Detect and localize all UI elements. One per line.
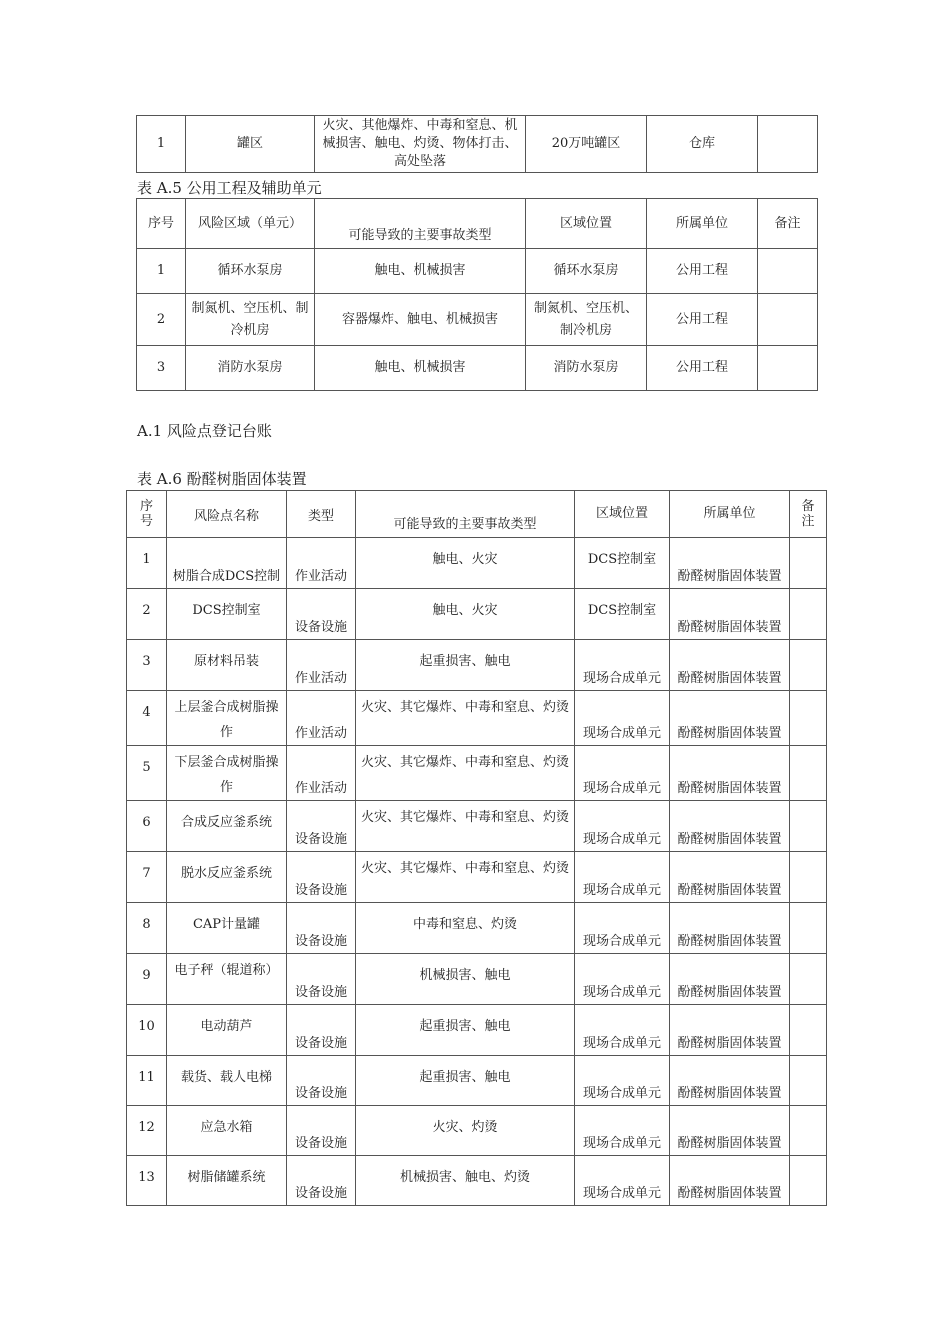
accident-types: 机械损害、触电、灼烫: [356, 1156, 575, 1206]
remarks: [790, 954, 827, 1005]
header-cell: 可能导致的主要事故类型: [356, 491, 575, 538]
row-number: 2: [137, 294, 186, 346]
table-row: [127, 852, 827, 903]
risk-point-name: 下层釜合成树脂操作: [167, 746, 287, 801]
table-row: [127, 1056, 827, 1106]
remarks: [790, 1106, 827, 1156]
owning-unit: 酚醛树脂固体装置: [670, 1005, 790, 1056]
risk-type: 设备设施: [287, 954, 356, 1005]
table-row: [127, 589, 827, 640]
header-cell: 序号: [127, 491, 167, 538]
table-row: [127, 903, 827, 954]
risk-type: 设备设施: [287, 1005, 356, 1056]
row-number: 8: [127, 903, 167, 954]
risk-type: 设备设施: [287, 852, 356, 903]
row-number: 1: [137, 116, 186, 173]
remarks: [790, 538, 827, 589]
accident-types: 触电、火灾: [356, 538, 575, 589]
risk-area: 制氮机、空压机、制冷机房: [186, 294, 315, 346]
area-location: 现场合成单元: [575, 801, 670, 852]
accident-types: 容器爆炸、触电、机械损害: [315, 294, 526, 346]
owning-unit: 仓库: [647, 116, 758, 173]
row-number: 3: [137, 346, 186, 391]
accident-types: 触电、机械损害: [315, 346, 526, 391]
owning-unit: 酚醛树脂固体装置: [670, 1056, 790, 1106]
accident-types: 触电、火灾: [356, 589, 575, 640]
remarks: [790, 640, 827, 691]
area-location: 现场合成单元: [575, 1156, 670, 1206]
header-cell: 序号: [137, 199, 186, 249]
table-a6: [126, 490, 827, 1206]
risk-point-name: 原材料吊装: [167, 640, 287, 691]
risk-type: 作业活动: [287, 746, 356, 801]
owning-unit: 酚醛树脂固体装置: [670, 852, 790, 903]
accident-types: 机械损害、触电: [356, 954, 575, 1005]
remarks: [758, 249, 818, 294]
risk-type: 设备设施: [287, 1056, 356, 1106]
header-cell: 风险区域（单元）: [186, 199, 315, 249]
row-number: 9: [127, 954, 167, 1005]
table-row: [137, 346, 818, 391]
row-number: 2: [127, 589, 167, 640]
header-cell: 风险点名称: [167, 491, 287, 538]
section-a1-heading: A.1 风险点登记台账: [137, 422, 272, 440]
risk-point-name: 载货、载人电梯: [167, 1056, 287, 1106]
remarks: [758, 294, 818, 346]
risk-area: 循环水泵房: [186, 249, 315, 294]
area-location: 现场合成单元: [575, 1005, 670, 1056]
owning-unit: 酚醛树脂固体装置: [670, 1106, 790, 1156]
header-cell: 备注: [790, 491, 827, 538]
owning-unit: 酚醛树脂固体装置: [670, 801, 790, 852]
remarks: [790, 589, 827, 640]
risk-area: 罐区: [186, 116, 315, 173]
risk-point-name: CAP计量罐: [167, 903, 287, 954]
area-location: 现场合成单元: [575, 954, 670, 1005]
remarks: [790, 691, 827, 746]
row-number: 10: [127, 1005, 167, 1056]
area-location: 消防水泵房: [526, 346, 647, 391]
accident-types: 火灾、其它爆炸、中毒和窒息、灼烫: [356, 852, 575, 903]
area-location: 现场合成单元: [575, 691, 670, 746]
accident-types: 火灾、其它爆炸、中毒和窒息、灼烫: [356, 746, 575, 801]
row-number: 5: [127, 746, 167, 801]
header-cell: 所属单位: [670, 491, 790, 538]
tank-area-table: [136, 115, 818, 173]
area-location: 制氮机、空压机、制冷机房: [526, 294, 647, 346]
row-number: 13: [127, 1156, 167, 1206]
risk-type: 设备设施: [287, 589, 356, 640]
table-row: [127, 746, 827, 801]
remarks: [790, 1156, 827, 1206]
table-row: [137, 249, 818, 294]
remarks: [790, 1005, 827, 1056]
accident-types: 火灾、灼烫: [356, 1106, 575, 1156]
table-row: [127, 538, 827, 589]
row-number: 4: [127, 691, 167, 746]
table-row: [127, 1156, 827, 1206]
owning-unit: 酚醛树脂固体装置: [670, 903, 790, 954]
area-location: 20万吨罐区: [526, 116, 647, 173]
accident-types: 触电、机械损害: [315, 249, 526, 294]
risk-type: 作业活动: [287, 538, 356, 589]
table-row: [127, 1005, 827, 1056]
risk-point-name: 树脂合成DCS控制: [167, 538, 287, 589]
risk-point-name: 树脂储罐系统: [167, 1156, 287, 1206]
accident-types: 中毒和窒息、灼烫: [356, 903, 575, 954]
table-row: [137, 116, 818, 173]
row-number: 1: [127, 538, 167, 589]
owning-unit: 酚醛树脂固体装置: [670, 954, 790, 1005]
accident-types: 起重损害、触电: [356, 1056, 575, 1106]
caption-a5: 表 A.5 公用工程及辅助单元: [137, 179, 322, 197]
table-a5: [136, 198, 818, 391]
risk-type: 作业活动: [287, 640, 356, 691]
owning-unit: 酚醛树脂固体装置: [670, 538, 790, 589]
row-number: 7: [127, 852, 167, 903]
risk-point-name: 电子秤（辊道称）: [167, 954, 287, 1005]
risk-point-name: 上层釜合成树脂操作: [167, 691, 287, 746]
area-location: 现场合成单元: [575, 1056, 670, 1106]
row-number: 12: [127, 1106, 167, 1156]
area-location: 现场合成单元: [575, 1106, 670, 1156]
header-cell: 区域位置: [526, 199, 647, 249]
owning-unit: 酚醛树脂固体装置: [670, 691, 790, 746]
area-location: 现场合成单元: [575, 903, 670, 954]
risk-point-name: DCS控制室: [167, 589, 287, 640]
accident-types: 起重损害、触电: [356, 640, 575, 691]
row-number: 1: [137, 249, 186, 294]
risk-area: 消防水泵房: [186, 346, 315, 391]
table-row: [127, 691, 827, 746]
risk-point-name: 应急水箱: [167, 1106, 287, 1156]
area-location: DCS控制室: [575, 589, 670, 640]
risk-type: 设备设施: [287, 1106, 356, 1156]
risk-point-name: 脱水反应釜系统: [167, 852, 287, 903]
remarks: [790, 1056, 827, 1106]
header-cell: 备注: [758, 199, 818, 249]
risk-type: 作业活动: [287, 691, 356, 746]
caption-a6: 表 A.6 酚醛树脂固体装置: [137, 470, 307, 488]
area-location: 循环水泵房: [526, 249, 647, 294]
owning-unit: 酚醛树脂固体装置: [670, 746, 790, 801]
header-row: [127, 491, 827, 538]
remarks: [790, 801, 827, 852]
accident-types: 火灾、其它爆炸、中毒和窒息、灼烫: [356, 801, 575, 852]
table-row: [127, 1106, 827, 1156]
header-cell: 类型: [287, 491, 356, 538]
area-location: 现场合成单元: [575, 746, 670, 801]
risk-type: 设备设施: [287, 801, 356, 852]
row-number: 3: [127, 640, 167, 691]
risk-point-name: 合成反应釜系统: [167, 801, 287, 852]
remarks: [790, 903, 827, 954]
remarks: [758, 116, 818, 173]
owning-unit: 酚醛树脂固体装置: [670, 640, 790, 691]
table-row: [137, 294, 818, 346]
header-row: [137, 199, 818, 249]
table-row: [127, 640, 827, 691]
accident-types: 起重损害、触电: [356, 1005, 575, 1056]
accident-types: 火灾、其他爆炸、中毒和窒息、机械损害、触电、灼烫、物体打击、高处坠落: [315, 116, 526, 173]
area-location: 现场合成单元: [575, 852, 670, 903]
area-location: DCS控制室: [575, 538, 670, 589]
owning-unit: 公用工程: [647, 249, 758, 294]
risk-point-name: 电动葫芦: [167, 1005, 287, 1056]
accident-types: 火灾、其它爆炸、中毒和窒息、灼烫: [356, 691, 575, 746]
risk-type: 设备设施: [287, 903, 356, 954]
area-location: 现场合成单元: [575, 640, 670, 691]
header-cell: 所属单位: [647, 199, 758, 249]
remarks: [790, 746, 827, 801]
row-number: 6: [127, 801, 167, 852]
owning-unit: 公用工程: [647, 346, 758, 391]
table-row: [127, 954, 827, 1005]
owning-unit: 酚醛树脂固体装置: [670, 589, 790, 640]
header-cell: 区域位置: [575, 491, 670, 538]
table-row: [127, 801, 827, 852]
owning-unit: 酚醛树脂固体装置: [670, 1156, 790, 1206]
risk-type: 设备设施: [287, 1156, 356, 1206]
row-number: 11: [127, 1056, 167, 1106]
remarks: [758, 346, 818, 391]
header-cell: 可能导致的主要事故类型: [315, 199, 526, 249]
owning-unit: 公用工程: [647, 294, 758, 346]
remarks: [790, 852, 827, 903]
